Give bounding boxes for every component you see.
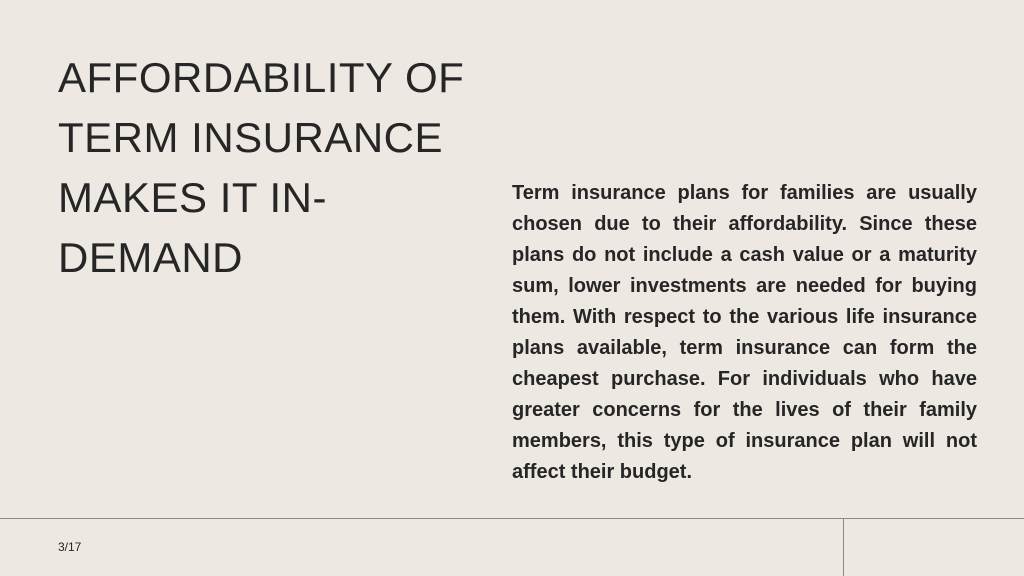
slide-title-line: TERM INSURANCE	[58, 114, 444, 161]
body-paragraph: Term insurance plans for families are usually chosen due to their affordability. Since these plans do not include a cash value or a maturity sum, lower investments are needed for buying them. With respect to the various life insurance plans available, term insurance can form the cheapest purchase. For individuals who have greater concerns for the lives of their family members, this type of insurance plan will not affect their budget.	[512, 182, 977, 483]
page-number: 3/17	[58, 540, 82, 554]
footer-divider-horizontal	[0, 518, 1024, 519]
slide-title-line: DEMAND	[58, 234, 244, 281]
footer-divider-vertical	[843, 518, 844, 576]
slide-title	[58, 48, 498, 288]
slide-title-line: AFFORDABILITY OF	[58, 54, 465, 101]
slide-title-line: MAKES IT IN-	[58, 174, 327, 221]
